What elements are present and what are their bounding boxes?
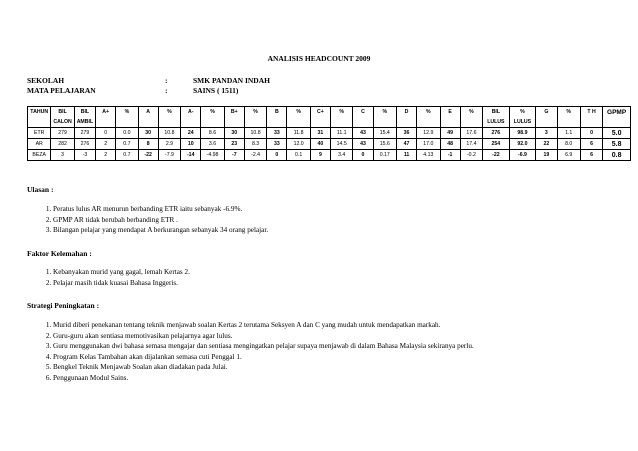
table-header-cell: T H xyxy=(580,107,602,118)
info-label: SEKOLAH xyxy=(27,76,65,85)
table-row xyxy=(28,139,631,150)
table-cell: 10.8 xyxy=(244,128,266,139)
table-header-cell: G xyxy=(536,107,557,118)
table-cell: 31 xyxy=(310,128,330,139)
table-header-cell: % xyxy=(557,107,580,118)
table-header-cell: % xyxy=(287,107,310,118)
table-cell: 3.4 xyxy=(331,150,353,161)
table-cell: ETR xyxy=(28,128,51,139)
table-cell: 10.8 xyxy=(158,128,180,139)
table-cell: 8.3 xyxy=(244,139,266,150)
table-header-cell xyxy=(353,117,373,128)
table-cell: 9 xyxy=(310,150,330,161)
table-cell: 40 xyxy=(310,139,330,150)
table-header-cell: % xyxy=(460,107,482,118)
info-colon: : xyxy=(165,86,168,95)
table-header-cell: LULUS xyxy=(483,117,510,128)
table-header-cell: A- xyxy=(181,107,201,118)
table-header-cell: A xyxy=(138,107,158,118)
table-cell: -7 xyxy=(224,150,244,161)
table-cell: 8.0 xyxy=(557,139,580,150)
table-cell: 279 xyxy=(51,128,74,139)
table-header-cell: % xyxy=(201,107,224,118)
table-header-cell xyxy=(96,117,116,128)
headcount-table xyxy=(27,106,631,161)
table-cell: 49 xyxy=(440,128,460,139)
ulasan-heading: Ulasan : xyxy=(27,185,54,194)
table-header-cell xyxy=(224,117,244,128)
table-cell: 254 xyxy=(483,139,510,150)
info-value: SMK PANDAN INDAH xyxy=(193,76,270,85)
table-cell: 3.6 xyxy=(201,139,224,150)
table-cell: 17.6 xyxy=(460,128,482,139)
table-cell: 0 xyxy=(96,128,116,139)
table-header-cell: LULUS xyxy=(509,117,536,128)
table-cell: BEZA xyxy=(28,150,51,161)
info-colon: : xyxy=(165,76,168,85)
table-cell: 3 xyxy=(51,150,74,161)
document-title: ANALISIS HEADCOUNT 2009 xyxy=(267,54,371,63)
table-row xyxy=(28,150,631,161)
table-cell: 0 xyxy=(267,150,287,161)
table-header-cell: A+ xyxy=(96,107,116,118)
table-cell: 1.1 xyxy=(557,128,580,139)
table-header-cell xyxy=(28,117,51,128)
table-cell: 12.9 xyxy=(417,128,440,139)
table-header-cell: % xyxy=(116,107,138,118)
table-header-cell: % xyxy=(373,107,396,118)
table-cell: 30 xyxy=(138,128,158,139)
table-cell: 23 xyxy=(224,139,244,150)
table-cell: 0.0 xyxy=(116,128,138,139)
table-cell: 11 xyxy=(396,150,416,161)
table-cell: 6 xyxy=(580,139,602,150)
table-header-cell xyxy=(373,117,396,128)
table-cell: 0.1 xyxy=(287,150,310,161)
table-cell: 276 xyxy=(74,139,95,150)
table-cell: 33 xyxy=(267,128,287,139)
table-header-cell: GPMP xyxy=(603,107,631,118)
table-header-cell: BIL xyxy=(483,107,510,118)
list-item: 3. Guru menggunakan dwi bahasa semasa mengajar dan sentiasa mengingatkan pelajar supaya menjawab di dalam Bahasa Malaysia sekiranya perlu. xyxy=(53,341,474,352)
list-item: 2. Pelajar masih tidak kuasai Bahasa Inggeris. xyxy=(53,278,190,289)
table-cell: 17.0 xyxy=(417,139,440,150)
table-header-cell: % xyxy=(417,107,440,118)
table-header-cell: TAHUN xyxy=(28,107,51,118)
table-cell: 15.4 xyxy=(373,128,396,139)
list-item: 2. Guru-guru akan sentiasa memotivasikan pelajarnya agar lulus. xyxy=(53,331,474,342)
table-cell: 24 xyxy=(181,128,201,139)
table-cell: -0.2 xyxy=(460,150,482,161)
table-header-cell: % xyxy=(158,107,180,118)
table-header-cell xyxy=(417,117,440,128)
list-item: 4. Program Kelas Tambahan akan dijalankan semasa cuti Penggal 1. xyxy=(53,352,474,363)
table-header-cell xyxy=(396,117,416,128)
info-label: MATA PELAJARAN xyxy=(27,86,96,95)
table-cell: 0 xyxy=(580,128,602,139)
table-header-cell xyxy=(310,117,330,128)
table-cell: 43 xyxy=(353,139,373,150)
table-cell: 48 xyxy=(440,139,460,150)
table-cell: 11.1 xyxy=(331,128,353,139)
info-value: SAINS ( 1511) xyxy=(193,86,239,95)
table-cell: 30 xyxy=(224,128,244,139)
table-cell: 6.9 xyxy=(557,150,580,161)
list-item: 1. Murid diberi penekanan tentang teknik menjawab soalan Kertas 2 terutama Seksyen A dan C yang mudah untuk mendapatkan markah. xyxy=(53,320,474,331)
table-header-row xyxy=(28,117,631,128)
list-item: 1. Peratus lulus AR menurun berbanding ETR iaitu sebanyak -6.9%. xyxy=(53,204,268,215)
table-header-cell xyxy=(440,117,460,128)
kelemahan-list xyxy=(41,267,190,288)
table-header-cell: E xyxy=(440,107,460,118)
table-header-cell xyxy=(460,117,482,128)
table-cell: 10 xyxy=(181,139,201,150)
ulasan-list xyxy=(41,204,268,236)
table-cell: 2 xyxy=(96,139,116,150)
table-cell: -7.9 xyxy=(158,150,180,161)
table-header-cell: BIL xyxy=(74,107,95,118)
table-cell: 2 xyxy=(96,150,116,161)
table-header-cell: AMBIL xyxy=(74,117,95,128)
table-cell: 0.8 xyxy=(603,150,631,161)
table-cell: 14.5 xyxy=(331,139,353,150)
table-cell: 276 xyxy=(483,128,510,139)
table-header-cell: C+ xyxy=(310,107,330,118)
table-cell: 8.6 xyxy=(201,128,224,139)
list-item: 3. Bilangan pelajar yang mendapat A berkurangan sebanyak 34 orang pelajar. xyxy=(53,225,268,236)
table-cell: AR xyxy=(28,139,51,150)
strategi-list xyxy=(41,320,474,383)
table-header-cell xyxy=(536,117,557,128)
table-cell: 6 xyxy=(580,150,602,161)
table-cell: 8 xyxy=(138,139,158,150)
table-cell: 282 xyxy=(51,139,74,150)
table-cell: 2.9 xyxy=(158,139,180,150)
table-cell: -22 xyxy=(483,150,510,161)
list-item: 2. GPMP AR tidak berubah berbanding ETR . xyxy=(53,215,268,226)
table-header-cell: C xyxy=(353,107,373,118)
list-item: 5. Bengkel Teknik Menjawab Soalan akan diadakan pada Julai. xyxy=(53,362,474,373)
strategi-heading: Strategi Peningkatan : xyxy=(27,301,100,310)
table-header-row xyxy=(28,107,631,118)
table-header-cell: B+ xyxy=(224,107,244,118)
table-cell: 22 xyxy=(536,139,557,150)
table-cell: 98.9 xyxy=(509,128,536,139)
table-header-cell xyxy=(331,117,353,128)
table-cell: 5.8 xyxy=(603,139,631,150)
table-header-cell: CALON xyxy=(51,117,74,128)
kelemahan-heading: Faktor Kelemahan : xyxy=(27,249,92,258)
list-item: 6. Penggunaan Modul Sains. xyxy=(53,373,474,384)
table-cell: 19 xyxy=(536,150,557,161)
table-header-cell: % xyxy=(244,107,266,118)
table-cell: 0.7 xyxy=(116,150,138,161)
table-cell: 0.7 xyxy=(116,139,138,150)
table-header-cell xyxy=(116,117,138,128)
table-cell: 17.4 xyxy=(460,139,482,150)
table-cell: 12.0 xyxy=(287,139,310,150)
table-header-cell xyxy=(181,117,201,128)
table-header-cell: % xyxy=(509,107,536,118)
table-cell: -6.9 xyxy=(509,150,536,161)
table-header-cell xyxy=(201,117,224,128)
table-cell: 36 xyxy=(396,128,416,139)
table-cell: 11.8 xyxy=(287,128,310,139)
table-cell: -4.98 xyxy=(201,150,224,161)
table-header-cell xyxy=(557,117,580,128)
table-header-cell xyxy=(287,117,310,128)
table-header-cell xyxy=(580,117,602,128)
table-header-cell: B xyxy=(267,107,287,118)
table-header-cell xyxy=(158,117,180,128)
table-cell: 92.0 xyxy=(509,139,536,150)
table-cell: 3 xyxy=(536,128,557,139)
table-cell: -3 xyxy=(74,150,95,161)
table-cell: 33 xyxy=(267,139,287,150)
table-cell: -22 xyxy=(138,150,158,161)
table-cell: 4.13 xyxy=(417,150,440,161)
table-header-cell xyxy=(267,117,287,128)
table-cell: 0.17 xyxy=(373,150,396,161)
table-cell: -2.4 xyxy=(244,150,266,161)
table-cell: 279 xyxy=(74,128,95,139)
table-cell: 47 xyxy=(396,139,416,150)
table-row xyxy=(28,128,631,139)
table-header-cell: D xyxy=(396,107,416,118)
table-header-cell xyxy=(138,117,158,128)
table-header-cell xyxy=(603,117,631,128)
table-cell: -14 xyxy=(181,150,201,161)
table-cell: 15.6 xyxy=(373,139,396,150)
table-cell: 5.0 xyxy=(603,128,631,139)
table-cell: -1 xyxy=(440,150,460,161)
table-cell: 43 xyxy=(353,128,373,139)
table-header-cell: BIL xyxy=(51,107,74,118)
table-header-cell: % xyxy=(331,107,353,118)
list-item: 1. Kebanyakan murid yang gagal, lemah Kertas 2. xyxy=(53,267,190,278)
table-header-cell xyxy=(244,117,266,128)
table-cell: 0 xyxy=(353,150,373,161)
